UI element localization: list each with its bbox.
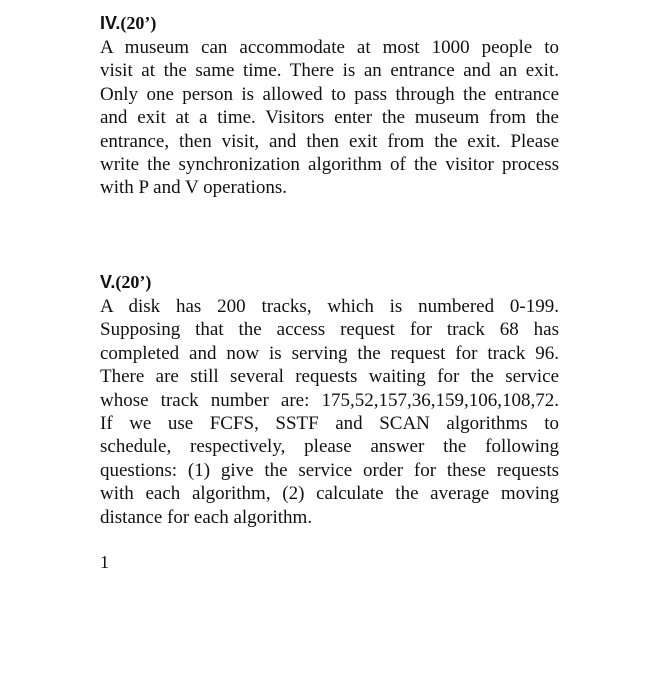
section-iv-score: (20’) bbox=[120, 13, 157, 33]
section-iv-number: IV. bbox=[100, 13, 121, 33]
section-v-number: V. bbox=[100, 272, 116, 292]
section-v-score: (20’) bbox=[115, 272, 152, 292]
section-iv-question bbox=[100, 36, 559, 200]
section-v-heading bbox=[100, 271, 151, 293]
question-line: visit at the same time. There is an entrance and an exit. bbox=[100, 60, 559, 82]
question-line: whose track number are: 175,52,157,36,159,106,108,72. bbox=[100, 389, 559, 411]
question-line: A museum can accommodate at most 1000 people to bbox=[100, 37, 559, 58]
question-line: completed and now is serving the request for track 96. bbox=[100, 342, 559, 364]
question-line: with P and V operations. bbox=[100, 177, 288, 199]
question-line: write the synchronization algorithm of the visitor process bbox=[100, 154, 559, 176]
question-line: schedule, respectively, please answer the following bbox=[100, 436, 559, 458]
question-line: If we use FCFS, SSTF and SCAN algorithms to bbox=[100, 413, 559, 435]
question-line: with each algorithm, (2) calculate the average moving bbox=[100, 483, 559, 505]
question-line: entrance, then visit, and then exit from the exit. Please bbox=[100, 130, 559, 152]
question-line: questions: (1) give the service order for these requests bbox=[100, 459, 559, 481]
question-line: There are still several requests waiting for the service bbox=[100, 366, 559, 388]
question-line: and exit at a time. Visitors enter the museum from the bbox=[100, 107, 559, 129]
section-v-question bbox=[100, 295, 559, 529]
section-iv-heading bbox=[100, 12, 156, 34]
question-line: Supposing that the access request for track 68 has bbox=[100, 319, 559, 341]
question-line: distance for each algorithm. bbox=[100, 506, 313, 528]
page-number: 1 bbox=[100, 552, 109, 572]
question-line: A disk has 200 tracks, which is numbered 0-199. bbox=[100, 296, 559, 317]
question-line: Only one person is allowed to pass through the entrance bbox=[100, 83, 559, 105]
